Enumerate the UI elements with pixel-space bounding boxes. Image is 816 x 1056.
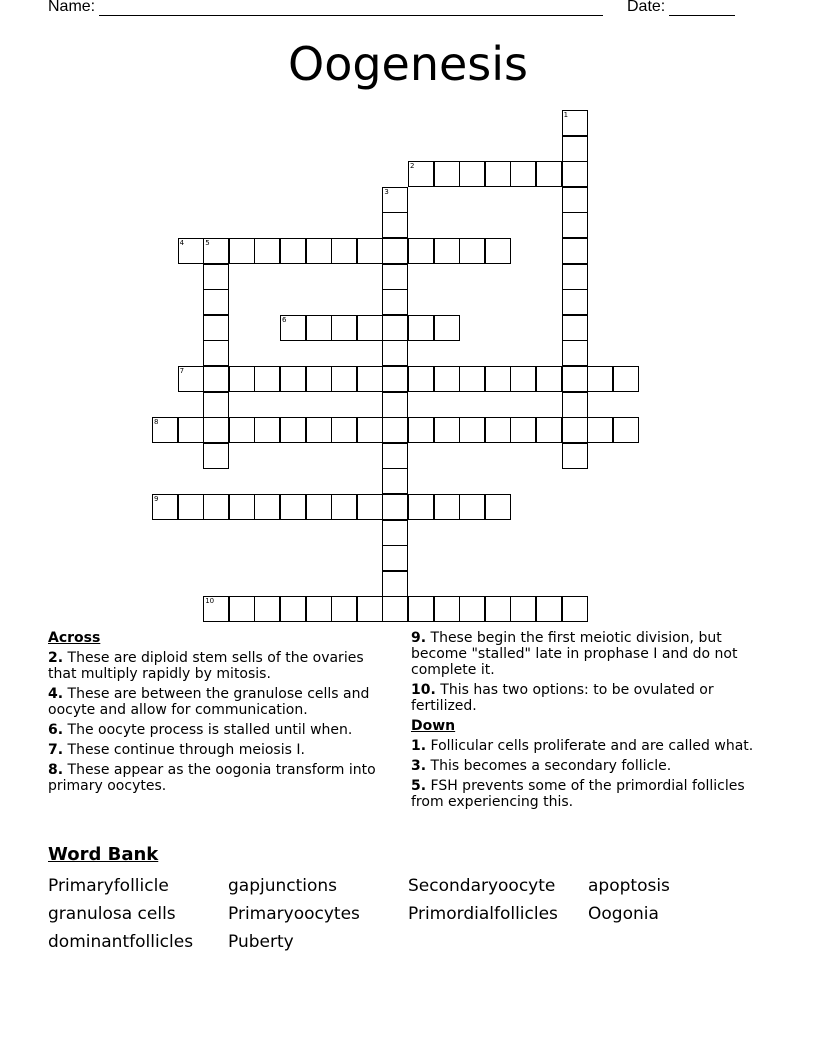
crossword-cell[interactable] <box>562 366 588 392</box>
crossword-cell[interactable] <box>229 238 255 264</box>
crossword-cell[interactable] <box>562 161 588 187</box>
crossword-cell[interactable] <box>536 596 562 622</box>
crossword-cell[interactable] <box>306 238 332 264</box>
crossword-cell[interactable] <box>536 417 562 443</box>
crossword-cell[interactable] <box>254 238 280 264</box>
clues-right-column <box>411 630 771 814</box>
crossword-cell[interactable] <box>562 443 588 469</box>
crossword-cell[interactable] <box>203 366 229 392</box>
across-heading: Across <box>48 630 101 646</box>
crossword-cell[interactable] <box>459 494 485 520</box>
crossword-cell[interactable] <box>562 212 588 238</box>
crossword-cell[interactable] <box>485 596 511 622</box>
clue-down-1: 1. Follicular cells proliferate and are called what. <box>411 738 754 754</box>
crossword-cell[interactable] <box>510 161 536 187</box>
crossword-cell[interactable] <box>382 392 408 418</box>
crossword-cell[interactable] <box>510 596 536 622</box>
crossword-cell[interactable] <box>562 238 588 264</box>
crossword-cell[interactable] <box>382 596 408 622</box>
crossword-cell[interactable] <box>306 315 332 341</box>
crossword-cell[interactable] <box>254 596 280 622</box>
crossword-cell[interactable] <box>357 596 383 622</box>
clue-across-2: 2. These are diploid stem sells of the ovaries that multiply rapidly by mitosis. <box>48 650 364 682</box>
crossword-cell[interactable] <box>306 417 332 443</box>
crossword-cell[interactable] <box>229 596 255 622</box>
crossword-cell[interactable] <box>178 417 204 443</box>
crossword-cell[interactable] <box>357 417 383 443</box>
crossword-cell[interactable] <box>382 238 408 264</box>
crossword-cell[interactable] <box>203 494 229 520</box>
clues-left-column <box>48 630 393 798</box>
crossword-cell[interactable] <box>459 596 485 622</box>
crossword-cell[interactable] <box>203 392 229 418</box>
clue-across-6: 6. The oocyte process is stalled until when. <box>48 722 353 738</box>
crossword-cell[interactable] <box>459 161 485 187</box>
crossword-cell[interactable] <box>485 161 511 187</box>
crossword-cell[interactable] <box>562 136 588 162</box>
crossword-cell[interactable] <box>613 366 639 392</box>
clue-number: 6 <box>282 315 287 324</box>
clue-number: 4 <box>179 239 185 247</box>
crossword-cell[interactable] <box>382 289 408 315</box>
crossword-cell[interactable] <box>562 289 588 315</box>
clue-number: 3 <box>384 187 389 196</box>
crossword-cell[interactable] <box>331 494 357 520</box>
crossword-cell[interactable] <box>382 264 408 290</box>
clue-number: 1 <box>563 111 569 119</box>
crossword-cell[interactable] <box>382 417 408 443</box>
crossword-cell[interactable] <box>459 238 485 264</box>
clue-number: 5 <box>205 239 210 247</box>
word-bank-word: Secondaryoocyte <box>408 876 556 896</box>
crossword-cell[interactable] <box>459 366 485 392</box>
crossword-cell[interactable] <box>254 494 280 520</box>
word-bank-word: apoptosis <box>588 876 670 896</box>
crossword-cell[interactable] <box>203 417 229 443</box>
crossword-cell[interactable] <box>280 494 306 520</box>
crossword-cell[interactable] <box>331 238 357 264</box>
crossword-cell[interactable] <box>562 596 588 622</box>
down-heading: Down <box>411 718 456 734</box>
crossword-cell[interactable] <box>203 315 229 341</box>
crossword-cell[interactable] <box>562 315 588 341</box>
crossword-cell[interactable] <box>203 264 229 290</box>
crossword-cell[interactable] <box>382 571 408 597</box>
clue-number: 9 <box>154 495 159 503</box>
crossword-cell[interactable] <box>536 161 562 187</box>
crossword-cell[interactable] <box>434 238 460 264</box>
crossword-cell[interactable] <box>280 366 306 392</box>
crossword-cell[interactable] <box>408 366 434 392</box>
crossword-cell[interactable] <box>408 494 434 520</box>
crossword-cell[interactable] <box>382 468 408 494</box>
crossword-cell[interactable] <box>254 366 280 392</box>
crossword-cell[interactable] <box>434 315 460 341</box>
crossword-cell[interactable] <box>357 238 383 264</box>
crossword-cell[interactable] <box>229 494 255 520</box>
clue-number: 2 <box>410 162 415 171</box>
clue-across-8: 8. These appear as the oogonia transform into primary oocytes. <box>48 762 376 794</box>
word-bank-word: Primaryfollicle <box>48 876 169 896</box>
crossword-cell[interactable] <box>331 596 357 622</box>
crossword-cell[interactable] <box>562 264 588 290</box>
word-bank-word: gapjunctions <box>228 876 338 896</box>
crossword-cell[interactable] <box>357 494 383 520</box>
crossword-cell[interactable] <box>229 366 255 392</box>
crossword-cell[interactable] <box>280 417 306 443</box>
crossword-cell[interactable] <box>562 392 588 418</box>
crossword-cell[interactable] <box>459 417 485 443</box>
crossword-cell[interactable] <box>382 315 408 341</box>
crossword-cell[interactable] <box>178 494 204 520</box>
crossword-cell[interactable] <box>331 366 357 392</box>
crossword-cell[interactable] <box>382 443 408 469</box>
clue-down-5: 5. FSH prevents some of the primordial follicles from experiencing this. <box>411 778 745 810</box>
crossword-cell[interactable] <box>382 212 408 238</box>
crossword-cell[interactable] <box>408 238 434 264</box>
word-bank-word: Puberty <box>228 932 294 952</box>
page-title: Oogenesis <box>287 37 529 91</box>
crossword-cell[interactable] <box>382 520 408 546</box>
crossword-cell[interactable] <box>587 366 613 392</box>
crossword-cell[interactable] <box>434 366 460 392</box>
word-bank-heading: Word Bank <box>48 844 159 865</box>
crossword-cell[interactable] <box>203 443 229 469</box>
crossword-cell[interactable] <box>562 340 588 366</box>
crossword-cell[interactable] <box>229 417 255 443</box>
crossword-cell[interactable] <box>485 238 511 264</box>
crossword-cell[interactable] <box>306 366 332 392</box>
clue-across-9: 9. These begin the first meiotic division, but become "stalled" late in prophase I and do not complete it. <box>411 630 738 678</box>
crossword-cell[interactable] <box>306 596 332 622</box>
crossword-cell[interactable] <box>382 545 408 571</box>
crossword-cell[interactable] <box>306 494 332 520</box>
crossword-cell[interactable] <box>254 417 280 443</box>
word-bank-word: Primaryoocytes <box>228 904 360 924</box>
crossword-cell[interactable] <box>587 417 613 443</box>
clue-number: 8 <box>154 418 159 427</box>
crossword-cell[interactable] <box>613 417 639 443</box>
clue-across-7: 7. These continue through meiosis I. <box>48 742 305 758</box>
crossword-cell[interactable] <box>562 187 588 213</box>
crossword-cell[interactable] <box>408 417 434 443</box>
crossword-cell[interactable] <box>203 289 229 315</box>
crossword-cell[interactable] <box>485 417 511 443</box>
clue-number: 7 <box>179 367 185 375</box>
clue-number: 10 <box>205 597 215 606</box>
crossword-cell[interactable] <box>280 596 306 622</box>
crossword-cell[interactable] <box>382 366 408 392</box>
crossword-cell[interactable] <box>434 161 460 187</box>
crossword-cell[interactable] <box>408 315 434 341</box>
word-bank-word: granulosa cells <box>48 904 176 924</box>
crossword-cell[interactable] <box>434 494 460 520</box>
crossword-cell[interactable] <box>382 494 408 520</box>
name-label: Name: <box>48 0 96 15</box>
clue-across-4: 4. These are between the granulose cells and oocyte and allow for communication. <box>48 686 370 718</box>
crossword-cell[interactable] <box>331 315 357 341</box>
crossword-cell[interactable] <box>434 596 460 622</box>
crossword-cell[interactable] <box>203 340 229 366</box>
crossword-cell[interactable] <box>434 417 460 443</box>
crossword-cell[interactable] <box>562 417 588 443</box>
word-bank-word: dominantfollicles <box>48 932 194 952</box>
crossword-cell[interactable] <box>510 366 536 392</box>
word-bank-word: Oogonia <box>588 904 659 924</box>
clue-down-3: 3. This becomes a secondary follicle. <box>411 758 672 774</box>
date-label: Date: <box>627 0 666 15</box>
clue-across-10: 10. This has two options: to be ovulated or fertilized. <box>411 682 714 714</box>
crossword-cell[interactable] <box>510 417 536 443</box>
crossword-cell[interactable] <box>408 596 434 622</box>
crossword-cell[interactable] <box>485 494 511 520</box>
crossword-cell[interactable] <box>331 417 357 443</box>
word-bank-word: Primordialfollicles <box>408 904 558 924</box>
crossword-cell[interactable] <box>280 238 306 264</box>
crossword-cell[interactable] <box>485 366 511 392</box>
crossword-cell[interactable] <box>382 340 408 366</box>
crossword-cell[interactable] <box>357 315 383 341</box>
crossword-cell[interactable] <box>357 366 383 392</box>
crossword-cell[interactable] <box>536 366 562 392</box>
